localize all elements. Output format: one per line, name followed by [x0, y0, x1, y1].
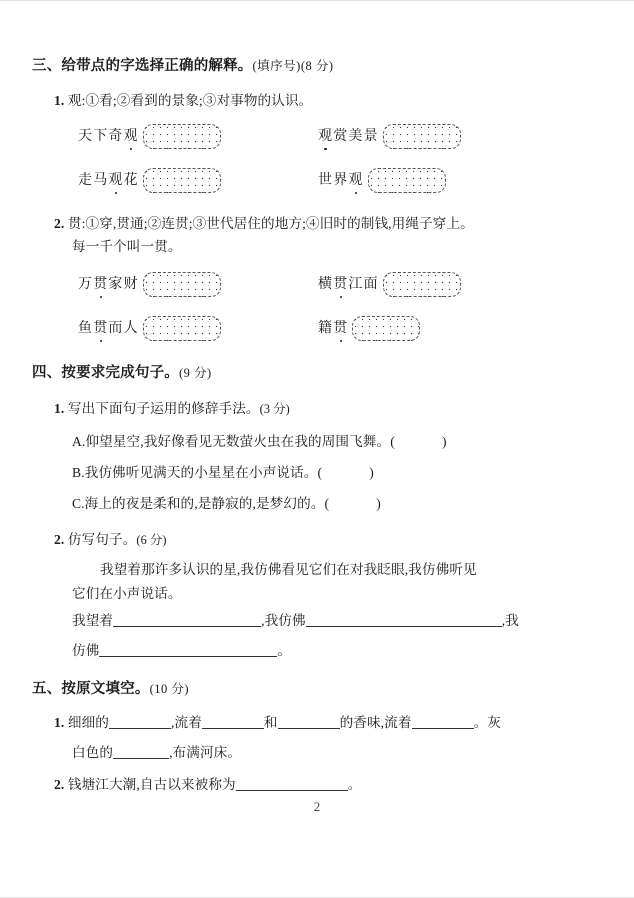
section-three-title: 三、给带点的字选择正确的解释。: [32, 58, 253, 74]
q5-1-seg3: 和: [263, 715, 278, 731]
answer-box-shijieguan[interactable]: [368, 168, 446, 193]
question-5-2: [54, 774, 602, 795]
answer-blank-3[interactable]: [99, 643, 277, 657]
q5-1-blank-3[interactable]: [278, 715, 340, 729]
choice-a: [72, 431, 602, 452]
question-4-1-number: 1.: [54, 400, 65, 416]
answer-box-yuguanerru[interactable]: [143, 316, 221, 341]
worksheet-content: [32, 56, 602, 795]
answer-cell-wanguanjiacai: [78, 272, 318, 297]
answer-mid-b: ,我仿佛: [261, 612, 306, 628]
question-4-1-text: 写出下面句子运用的修辞手法。: [67, 400, 260, 416]
answer-row-3-1-a: [78, 124, 602, 149]
section-five-title: 五、按原文填空。: [32, 680, 150, 697]
word-zoumaguanhua: [78, 169, 139, 192]
question-4-2-answer-line-2: [72, 640, 602, 661]
answer-cell-shijieguan: [318, 168, 446, 193]
question-3-1-text: 观:①看;②看到的景象;③对事物的认识。: [67, 93, 313, 109]
section-five-points: (10 分): [149, 681, 190, 696]
q5-2-seg2: 。: [347, 777, 362, 793]
word-prefix: 世界: [318, 173, 349, 189]
answer-row-3-1-b: [78, 168, 602, 193]
answer-box-jiguan[interactable]: [352, 316, 420, 341]
question-4-2-number: 2.: [54, 532, 65, 548]
question-3-1-number: 1.: [54, 93, 65, 109]
choice-a-label: A.: [72, 433, 86, 449]
q5-1-blank-2[interactable]: [202, 715, 264, 729]
question-3-2-number: 2.: [54, 216, 65, 232]
answer-box-zoumaguanhua[interactable]: [143, 168, 221, 193]
question-3-2-prompt-line2: 每一千个叫一贯。: [72, 239, 182, 255]
emphasis-char: 观: [348, 169, 363, 189]
answer-box-wanguanjiacai[interactable]: [143, 272, 221, 297]
emphasis-char: 观: [318, 125, 333, 145]
emphasis-char: 贯: [93, 317, 108, 337]
word-hengguanjiangmian: [318, 273, 379, 296]
section-three-points: (填序号)(8 分): [252, 59, 334, 73]
emphasis-char: 观: [108, 169, 123, 189]
answer-blank-1[interactable]: [113, 613, 261, 627]
question-4-1-points: (3 分): [259, 401, 290, 416]
q5-1-seg2: ,流着: [171, 715, 202, 731]
answer-mid-c: ,我: [501, 612, 519, 628]
example-line-1: 我望着那许多认识的星,我仿佛看见它们在对我眨眼,我仿佛听见: [100, 562, 477, 578]
q5-1-blank-4[interactable]: [412, 715, 474, 729]
word-prefix: 籍: [318, 321, 334, 337]
choice-a-text: 仰望星空,我好像看见无数萤火虫在我的周围飞舞。: [85, 433, 391, 449]
example-line-2: 它们在小声说话。: [72, 585, 182, 601]
answer-box-hengguanjiangmian[interactable]: [383, 272, 461, 297]
word-suffix: 赏美景: [333, 129, 379, 145]
choice-b-answer-paren[interactable]: ( ): [317, 464, 375, 480]
answer-suffix-e: 。: [277, 642, 292, 658]
question-5-1-number: 1.: [54, 715, 65, 731]
q5-2-blank-1[interactable]: [236, 777, 348, 791]
answer-row-3-2-a: [78, 272, 602, 297]
word-guanshangmeijing: [318, 125, 379, 148]
word-shijieguan: [318, 169, 364, 192]
answer-cell-jiguan: [318, 316, 420, 341]
word-suffix: 家财: [108, 277, 139, 293]
q5-1-blank-1[interactable]: [109, 715, 171, 729]
word-suffix: 江面: [348, 277, 379, 293]
question-4-2-example: [72, 558, 602, 606]
emphasis-char: 观: [124, 125, 139, 145]
question-4-2-text: 仿写句子。: [67, 532, 137, 548]
answer-box-tianxiaqiguan[interactable]: [143, 124, 221, 149]
q5-1-line2-a: 白色的: [72, 745, 114, 761]
word-prefix: 万: [78, 277, 94, 293]
answer-cell-tianxiaqiguan: [78, 124, 318, 149]
section-four-title: 四、按要求完成句子。: [32, 365, 179, 382]
q5-2-seg1: 钱塘江大潮,自古以来被称为: [67, 777, 236, 793]
question-4-1-prompt: [54, 398, 602, 419]
question-5-2-number: 2.: [54, 777, 65, 793]
answer-blank-2[interactable]: [306, 613, 502, 627]
page-number: 2: [313, 799, 321, 814]
section-heading-five: [32, 679, 602, 699]
q5-1-line2-b: ,布满河床。: [169, 745, 242, 761]
question-3-2-text: 贯:①穿,贯通;②连贯;③世代居住的地方;④旧时的制钱,用绳子穿上。: [67, 216, 474, 232]
q5-1-blank-5[interactable]: [113, 745, 169, 759]
choice-c-label: C.: [72, 495, 85, 511]
q5-1-seg4: 的香味,流着: [339, 715, 412, 731]
word-jiguan: [318, 317, 348, 340]
section-four-points: (9 分): [179, 366, 212, 381]
word-prefix: 走马: [78, 173, 109, 189]
word-prefix: 鱼: [78, 321, 94, 337]
answer-cell-yuguanerru: [78, 316, 318, 341]
q5-1-seg1: 细细的: [67, 715, 109, 731]
choice-c: [72, 493, 602, 514]
answer-cell-zoumaguanhua: [78, 168, 318, 193]
word-prefix: 天下奇: [78, 129, 124, 145]
choice-b: [72, 462, 602, 483]
question-4-2-points: (6 分): [136, 533, 167, 548]
answer-prefix-a: 我望着: [72, 612, 114, 628]
emphasis-char: 贯: [333, 317, 348, 337]
emphasis-char: 贯: [93, 273, 108, 293]
answer-box-guanshangmeijing[interactable]: [383, 124, 461, 149]
word-suffix: 而人: [108, 321, 139, 337]
section-heading-three: [32, 56, 602, 76]
answer-cell-hengguanjiangmian: [318, 272, 461, 297]
question-5-1-line-2: [72, 742, 602, 763]
question-4-2-prompt: [54, 529, 602, 550]
choice-c-answer-paren[interactable]: ( ): [324, 495, 382, 511]
answer-cell-guanshangmeijing: [318, 124, 461, 149]
word-prefix: 横: [318, 277, 334, 293]
choice-b-text: 我仿佛听见满天的小星星在小声说话。: [84, 464, 318, 480]
emphasis-char: 贯: [333, 273, 348, 293]
question-4-2-answer-line-1: [72, 610, 602, 631]
choice-a-answer-paren[interactable]: ( ): [390, 433, 448, 449]
word-suffix: 花: [123, 173, 139, 189]
choice-b-label: B.: [72, 464, 85, 480]
word-yuguanerru: [78, 317, 139, 340]
question-5-1: [54, 712, 602, 733]
choice-c-text: 海上的夜是柔和的,是静寂的,是梦幻的。: [84, 495, 325, 511]
answer-row-3-2-b: [78, 316, 602, 341]
question-3-1-prompt: [54, 90, 602, 111]
question-3-2-prompt: [54, 213, 602, 234]
word-wanguanjiacai: [78, 273, 139, 296]
section-heading-four: [32, 363, 602, 383]
answer-prefix-d: 仿佛: [72, 642, 100, 658]
q5-1-seg5: 。灰: [473, 715, 501, 731]
word-tianxiaqiguan: [78, 125, 139, 148]
